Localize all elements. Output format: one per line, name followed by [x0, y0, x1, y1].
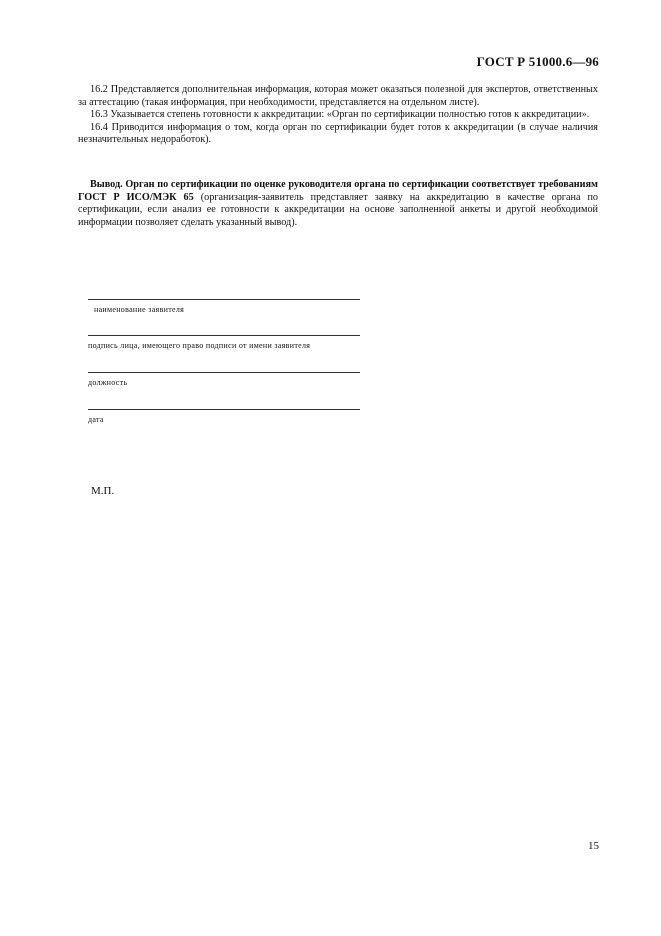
item-16-4: 16.4 Приводится информация о том, когда орган по сертификации будет готов к аккредитации (в случае наличия незначительных недоработок).: [78, 121, 598, 146]
document-code: ГОСТ Р 51000.6—96: [476, 54, 599, 69]
date-line: [88, 409, 360, 410]
items-section: [78, 84, 598, 147]
position-line: [88, 372, 360, 373]
stamp-place-label: М.П.: [91, 485, 115, 497]
position-field: [88, 372, 360, 387]
conclusion-bold-text: Вывод. Орган по сертификации по оценке руководителя органа по сертификации соответствует требованиям ГОСТ Р ИСО/МЭК 65: [78, 179, 598, 203]
page-number: 15: [588, 840, 599, 852]
item-16-3: 16.3 Указывается степень готовности к аккредитации: «Орган по сертификации полностью готов к аккредитации».: [90, 109, 590, 121]
applicant-name-caption: наименование заявителя: [94, 305, 185, 314]
signature-caption: подпись лица, имеющего право подписи от имени заявителя: [88, 341, 311, 350]
position-caption: должность: [88, 378, 128, 387]
date-caption: дата: [88, 415, 104, 424]
applicant-name-line: [88, 299, 360, 300]
conclusion-text: (организация-заявитель представляет заявку на аккредитацию в качестве органа по сертификации, если анализ ее готовности к аккредитации на основе заполненной анкеты и другой необходимой информации позволяет сделать указанный вывод).: [78, 191, 598, 228]
item-16-2: 16.2 Представляется дополнительная информация, которая может оказаться полезной для экспертов, ответственных за аттестацию (такая информация, при необходимости, представляется на отдельном листе).: [78, 84, 598, 108]
signature-line: [88, 335, 360, 336]
date-field: [88, 409, 360, 424]
conclusion-section: [78, 179, 598, 229]
signature-field: [88, 335, 360, 350]
applicant-name-field: [88, 299, 360, 314]
conclusion-paragraph: [78, 179, 598, 229]
